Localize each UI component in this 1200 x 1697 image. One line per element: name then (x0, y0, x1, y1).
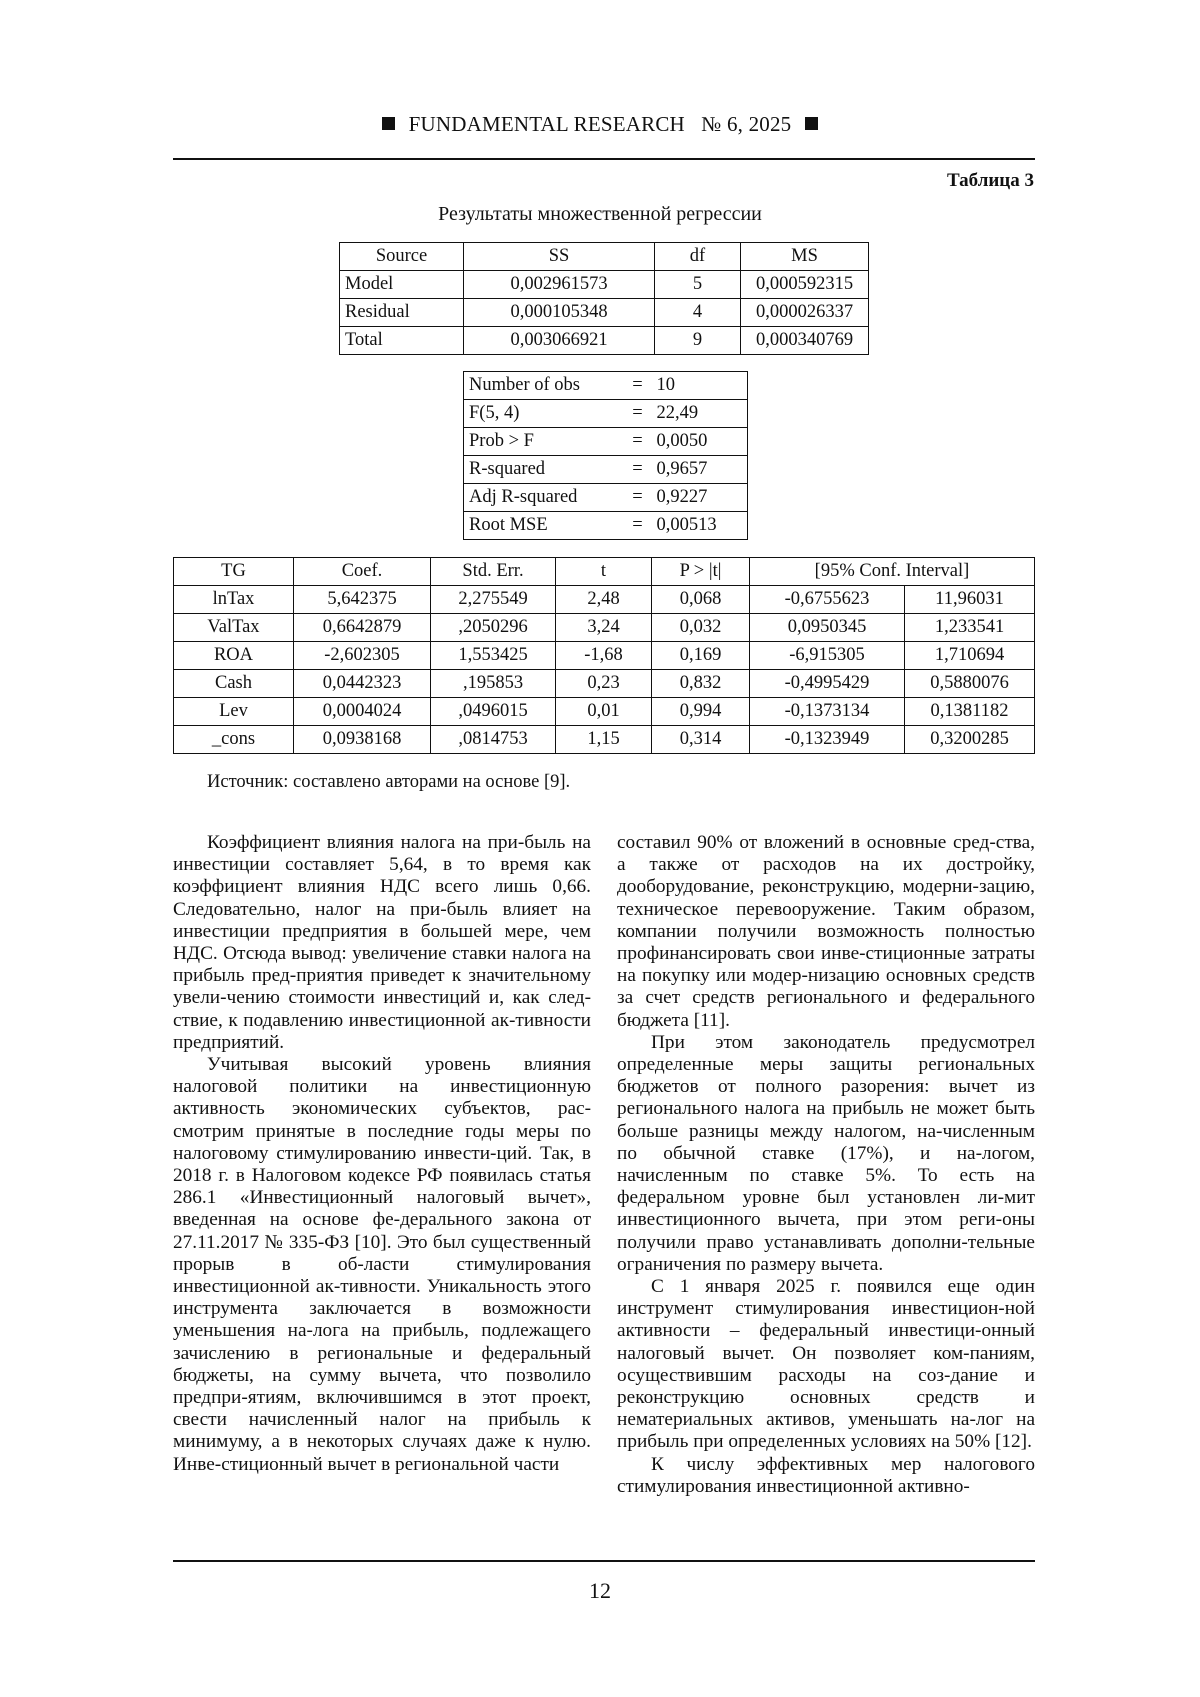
coefficients-table (173, 557, 1035, 754)
table-cell: 0,832 (652, 670, 750, 698)
table-cell: 0,1381182 (905, 698, 1035, 726)
issue-number: № 6, 2025 (701, 112, 792, 136)
table-row (174, 726, 1035, 754)
table-row (464, 400, 748, 428)
paragraph: Учитывая высокий уровень влияния налоговой политики на инвестиционную активность экономических субъектов, рас-смотрим принятые в последние годы меры по налоговому стимулированию инвести-ций. Так, в 2018 г. в Налоговом кодексе РФ появилась статья 286.1 «Инвестиционный налоговый вычет», введенная на основе фе-дерального закона от 27.11.2017 № 335-ФЗ [10]. Это был существенный прорыв в об-ласти стимулирования инвестиционной ак-тивности. Уникальность этого инструмента заключается в возможности уменьшения на-лога на прибыль, подлежащего зачислению в региональные и федеральный бюджеты, на сумму вычета, что позволило предпри-ятиям, включившимся в этот проект, свести начисленный налог на прибыль к минимуму, а в некоторых случаях даже к нулю. Инве-стиционный вычет в региональной части (173, 1054, 591, 1475)
table-source-note: Источник: составлено авторами на основе [9]. (207, 772, 571, 792)
model-fit-table (463, 371, 748, 540)
table-cell: 11,96031 (905, 586, 1035, 614)
table-row (464, 456, 748, 484)
table-row (340, 271, 869, 299)
table-cell: Model (340, 271, 464, 299)
table-cell: 1,15 (556, 726, 652, 754)
table-cell: Adj R-squared (464, 484, 624, 512)
table-cell: Total (340, 327, 464, 355)
paragraph: К числу эффективных мер налогового стимулирования инвестиционной активно- (617, 1453, 1035, 1497)
header-cell: Coef. (294, 558, 431, 586)
table-cell: 5,642375 (294, 586, 431, 614)
header-cell: TG (174, 558, 294, 586)
square-bullet-icon (805, 117, 818, 130)
header-cell: Source (340, 243, 464, 271)
table-cell: = (624, 484, 652, 512)
table-cell: -0,1373134 (750, 698, 905, 726)
table-cell: Prob > F (464, 428, 624, 456)
table-cell: = (624, 400, 652, 428)
table-row (174, 586, 1035, 614)
paragraph: При этом законодатель предусмотрел определенные меры защиты региональных бюджетов от полного разорения: вычет из регионального налога на прибыль не может быть больше разницы между налогом, на-численным по обычной ставке (17%), и на-логом, начисленным по ставке 5%. То есть на федеральном уровне был установлен ли-мит инвестиционного вычета, при этом реги-оны получили право устанавливать дополни-тельные ограничения по размеру вычета. (617, 1031, 1035, 1275)
table-cell: 0,0938168 (294, 726, 431, 754)
header-cell: MS (741, 243, 869, 271)
table-cell: 3,24 (556, 614, 652, 642)
table-cell: 0,000340769 (741, 327, 869, 355)
table-cell: 0,3200285 (905, 726, 1035, 754)
table-cell: _cons (174, 726, 294, 754)
table-cell: 1,553425 (431, 642, 556, 670)
table-cell: Lev (174, 698, 294, 726)
header-cell: df (655, 243, 741, 271)
table-row (464, 428, 748, 456)
table-cell: 4 (655, 299, 741, 327)
table-cell: 0,994 (652, 698, 750, 726)
table-cell: Root MSE (464, 512, 624, 540)
paragraph: Коэффициент влияния налога на при-быль на инвестиции составляет 5,64, в то время как коэффициент влияния НДС всего лишь 0,66. Следовательно, налог на при-быль влияет на инвестиции предприятия в большей мере, чем НДС. Отсюда вывод: увеличение ставки налога на прибыль пред-приятия приведет к значительному увели-чению стоимости инвестиций и, как след-ствие, к подавлению инвестиционной ак-тивности предприятий. (173, 832, 591, 1053)
table-cell: 0,000105348 (464, 299, 655, 327)
table-cell: 0,003066921 (464, 327, 655, 355)
table-cell: ,195853 (431, 670, 556, 698)
table-cell: 2,48 (556, 586, 652, 614)
table-cell: 22,49 (652, 400, 748, 428)
table-cell: lnTax (174, 586, 294, 614)
table-cell: 0,0050 (652, 428, 748, 456)
paragraph: составил 90% от вложений в основные сред-ства, а также от расходов на их достройку, дооборудование, реконструкцию, модерни-зацию, техническое перевооружение. Таким образом, компании получили возможность полностью профинансировать свои инве-стиционные затраты на покупку или модер-низацию основных средств за счет средств регионального и федерального бюджета [11]. (617, 832, 1035, 1031)
table-cell: R-squared (464, 456, 624, 484)
table-title: Результаты множественной регрессии (438, 203, 762, 225)
table-row (174, 670, 1035, 698)
table-cell: = (624, 456, 652, 484)
table-cell: ,0814753 (431, 726, 556, 754)
table-row (340, 327, 869, 355)
table-cell: -6,915305 (750, 642, 905, 670)
text-column-left (173, 832, 591, 1476)
header-rule (173, 158, 1035, 160)
table-cell: 1,233541 (905, 614, 1035, 642)
table-cell: ValTax (174, 614, 294, 642)
header-cell: P > |t| (652, 558, 750, 586)
table-cell: -0,4995429 (750, 670, 905, 698)
page-number: 12 (589, 1578, 611, 1603)
table-cell: 9 (655, 327, 741, 355)
table-row (174, 614, 1035, 642)
table-cell: 0,000026337 (741, 299, 869, 327)
table-cell: Number of obs (464, 372, 624, 400)
table-cell: F(5, 4) (464, 400, 624, 428)
table-cell: 0,9227 (652, 484, 748, 512)
table-cell: 5 (655, 271, 741, 299)
anova-table (339, 242, 869, 355)
table-cell: 0,01 (556, 698, 652, 726)
table-cell: 0,6642879 (294, 614, 431, 642)
footer-rule (173, 1560, 1035, 1562)
table-cell: 0,169 (652, 642, 750, 670)
header-cell: [95% Conf. Interval] (750, 558, 1035, 586)
header-cell: SS (464, 243, 655, 271)
table-cell: 0,9657 (652, 456, 748, 484)
table-cell: 0,0442323 (294, 670, 431, 698)
table-cell: Cash (174, 670, 294, 698)
table-cell: ,0496015 (431, 698, 556, 726)
table-row (464, 484, 748, 512)
running-header (0, 112, 1200, 137)
table-row (174, 698, 1035, 726)
table-row (464, 512, 748, 540)
table-row (464, 372, 748, 400)
table-cell: 0,068 (652, 586, 750, 614)
table-cell: 0,23 (556, 670, 652, 698)
text-column-right (617, 832, 1035, 1498)
table-cell: = (624, 512, 652, 540)
table-cell: -0,1323949 (750, 726, 905, 754)
table-cell: ROA (174, 642, 294, 670)
square-bullet-icon (382, 117, 395, 130)
table-cell: 1,710694 (905, 642, 1035, 670)
table-cell: -0,6755623 (750, 586, 905, 614)
paragraph: С 1 января 2025 г. появился еще один инструмент стимулирования инвестицион-ной активности – федеральный инвестици-онный налоговый вычет. Он позволяет ком-паниям, осуществившим расходы на соз-дание и реконструкцию основных средств и нематериальных активов, уменьшать на-лог на прибыль при определенных условиях на 50% [12]. (617, 1276, 1035, 1453)
table-header-row (174, 558, 1035, 586)
table-cell: 0,314 (652, 726, 750, 754)
table-cell: 0,032 (652, 614, 750, 642)
table-cell: 0,00513 (652, 512, 748, 540)
header-cell: Std. Err. (431, 558, 556, 586)
table-cell: 0,000592315 (741, 271, 869, 299)
header-cell: t (556, 558, 652, 586)
table-row (340, 299, 869, 327)
table-cell: 0,5880076 (905, 670, 1035, 698)
table-cell: ,2050296 (431, 614, 556, 642)
table-cell: 0,0004024 (294, 698, 431, 726)
table-cell: 2,275549 (431, 586, 556, 614)
table-cell: 0,002961573 (464, 271, 655, 299)
table-cell: Residual (340, 299, 464, 327)
table-cell: 0,0950345 (750, 614, 905, 642)
table-cell: -1,68 (556, 642, 652, 670)
table-cell: 10 (652, 372, 748, 400)
table-header-row (340, 243, 869, 271)
table-label: Таблица 3 (946, 170, 1034, 191)
table-row (174, 642, 1035, 670)
table-cell: = (624, 428, 652, 456)
table-cell: = (624, 372, 652, 400)
journal-name: FUNDAMENTAL RESEARCH (408, 112, 685, 136)
table-cell: -2,602305 (294, 642, 431, 670)
